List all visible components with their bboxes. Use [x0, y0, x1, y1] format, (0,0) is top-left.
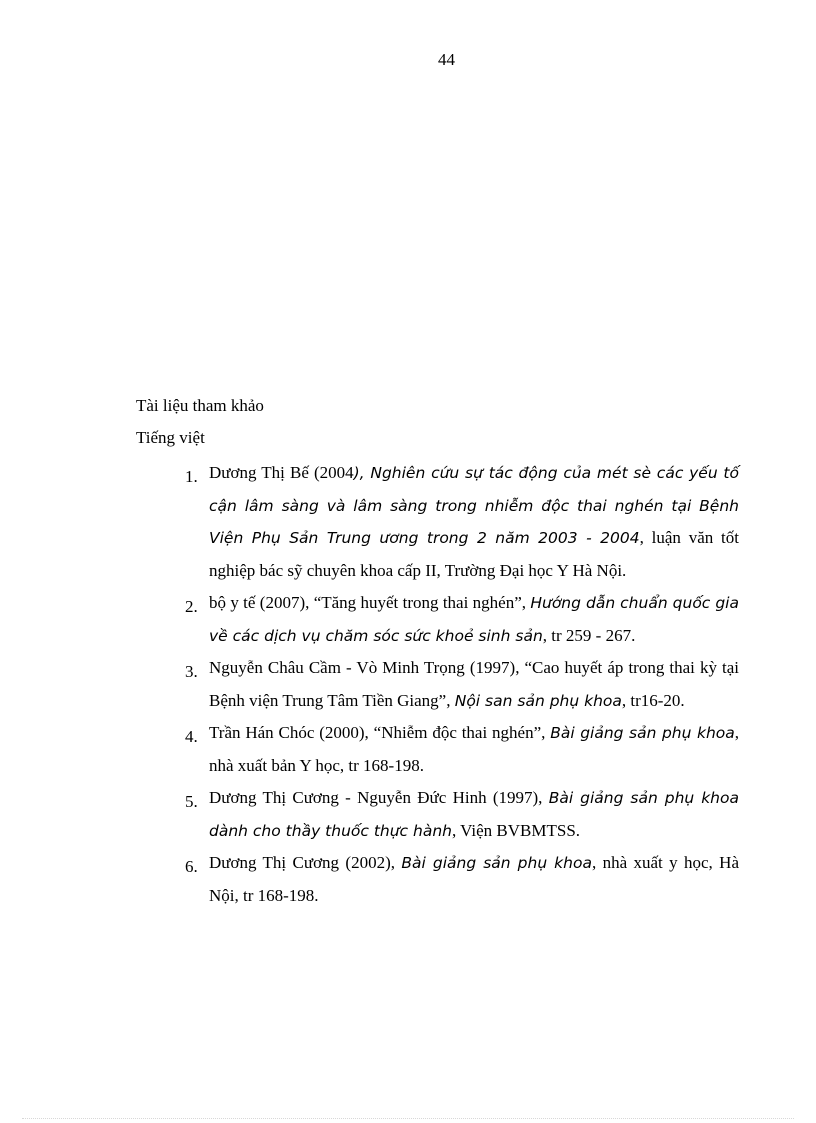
reference-source: , nhà xuất y học, Hà Nội, tr 168-198.: [209, 853, 739, 905]
reference-title: Hướng dẫn chuẩn quốc gia về các dịch vụ chăm sóc sức khoẻ sinh sản: [209, 594, 739, 645]
reference-number: 5.: [185, 792, 198, 811]
page-bottom-rule: [22, 1118, 794, 1119]
reference-item-1: [180, 457, 739, 587]
reference-source: , Viện BVBMTSS.: [451, 820, 581, 840]
reference-text: bộ y tế (2007), “Tăng huyết trong thai nghén”,: [209, 593, 531, 612]
reference-source: , tr 259 - 267.: [542, 625, 636, 645]
reference-text: Dương Thị Cương (2002),: [209, 853, 402, 872]
reference-title: Bài giảng sản phụ khoa: [550, 724, 735, 742]
reference-number: 2.: [185, 597, 198, 616]
reference-title: ), Nghiên cứu sự tác động của mét sè các yếu tố cận lâm sàng và lâm sàng trong nhiễm độc thai nghén tại Bệnh Viện Phụ Sản Trung ương trong 2 năm 2003 - 2004: [209, 464, 739, 547]
reference-text: Dương Thị Bế (2004: [209, 463, 354, 482]
reference-title: Nội san sản phụ khoa: [454, 691, 622, 710]
reference-number: 1.: [185, 467, 198, 486]
reference-item-3: [180, 652, 739, 717]
reference-source: , tr16-20.: [621, 690, 685, 710]
reference-text: Nguyễn Châu Cầm - Vò Minh Trọng (1997), “Cao huyết áp trong thai kỳ tại Bệnh viện Trung Tâm Tiền Giang”,: [209, 658, 739, 710]
reference-title: Bài giảng sản phụ khoa dành cho thầy thuốc thực hành: [209, 789, 739, 840]
reference-item-4: [180, 717, 739, 782]
reference-source: , luận văn tốt nghiệp bác sỹ chuyên khoa cấp II, Trường Đại học Y Hà Nội.: [209, 528, 740, 580]
references-language-heading: Tiếng việt: [136, 428, 205, 447]
reference-text: Trần Hán Chóc (2000), “Nhiễm độc thai nghén”,: [209, 723, 551, 742]
reference-number: 6.: [185, 857, 198, 876]
references-title: Tài liệu tham khảo: [136, 396, 264, 415]
reference-number: 3.: [185, 662, 198, 681]
reference-item-6: [180, 847, 739, 912]
reference-title: Bài giảng sản phụ khoa: [401, 854, 592, 872]
reference-number: 4.: [185, 727, 198, 746]
reference-list: [180, 457, 739, 912]
reference-item-5: [180, 782, 739, 847]
reference-text: Dương Thị Cương - Nguyễn Đức Hinh (1997),: [209, 788, 549, 807]
reference-source: , nhà xuất bản Y học, tr 168-198.: [209, 723, 740, 775]
reference-item-2: [180, 587, 739, 652]
page-number: 44: [438, 50, 455, 69]
